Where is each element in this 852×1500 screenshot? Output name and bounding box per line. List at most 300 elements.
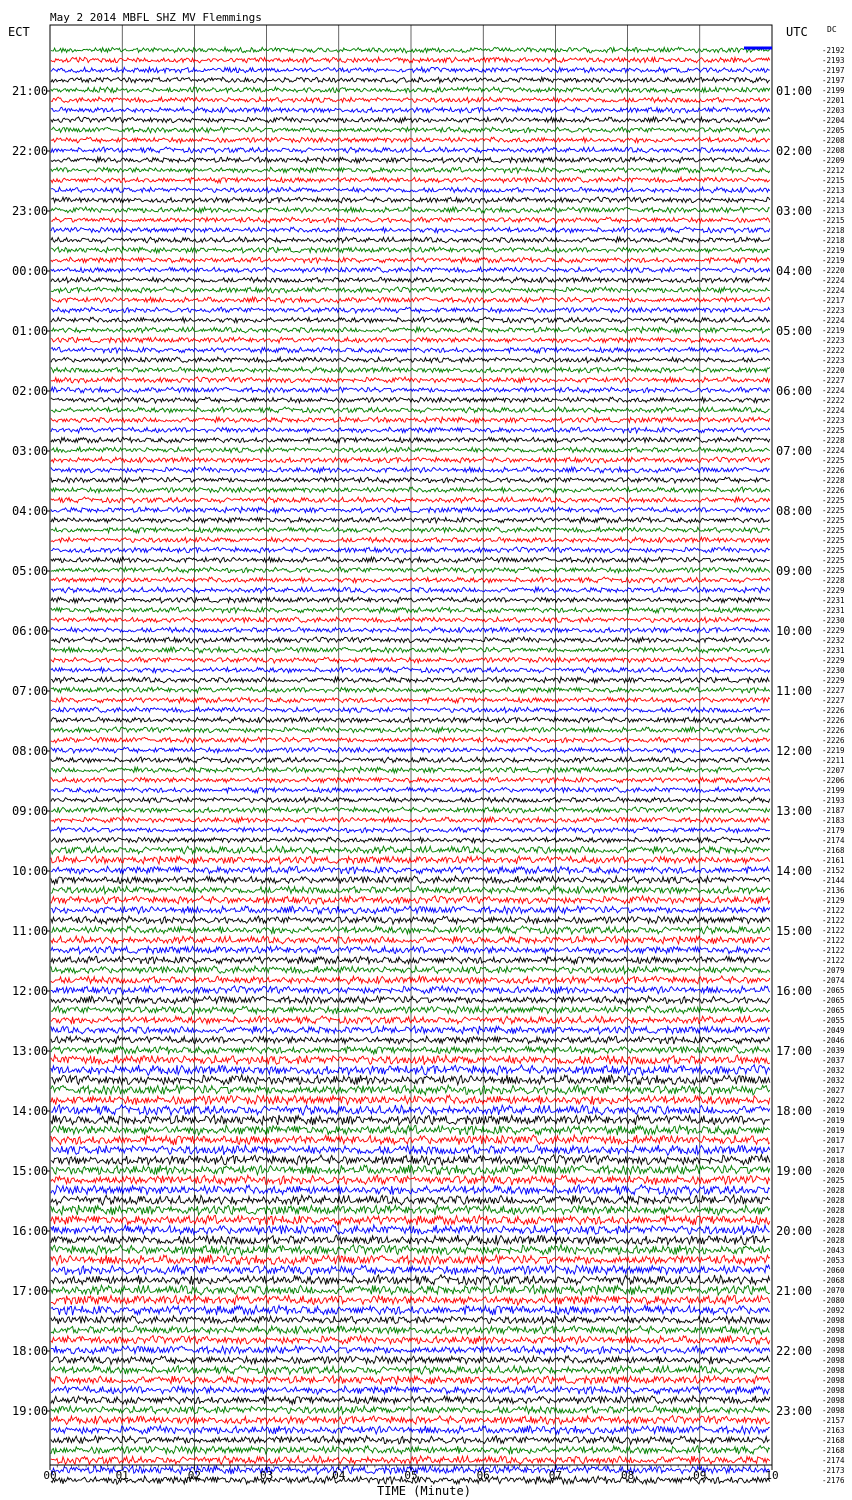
trace-row xyxy=(51,1456,770,1465)
trace-row xyxy=(51,1245,770,1255)
trace-row xyxy=(51,337,770,343)
dc-value: -2192 xyxy=(822,46,845,55)
x-tick-label: 01 xyxy=(115,1469,129,1482)
left-hour-label: 11:00 xyxy=(12,924,49,938)
dc-value: -2225 xyxy=(822,456,845,465)
trace-row xyxy=(51,247,770,253)
trace-row xyxy=(51,1105,770,1115)
trace-row xyxy=(51,976,770,984)
dc-value: -2098 xyxy=(822,1386,845,1395)
left-hour-label: 02:00 xyxy=(12,384,49,398)
trace-row xyxy=(51,1436,770,1445)
trace-row xyxy=(51,687,770,693)
trace-row xyxy=(51,237,770,243)
x-tick-label: 09 xyxy=(693,1469,707,1482)
dc-value: -2212 xyxy=(822,166,845,175)
dc-value: -2168 xyxy=(822,1436,845,1445)
trace-row xyxy=(51,817,770,823)
trace-row xyxy=(51,517,770,523)
left-hour-label: 04:00 xyxy=(12,504,49,518)
trace-row xyxy=(51,87,770,93)
trace-row xyxy=(51,1016,770,1024)
trace-row xyxy=(51,986,770,994)
seismic-traces xyxy=(51,47,772,1484)
dc-value: -2228 xyxy=(822,576,845,585)
trace-row xyxy=(51,1175,770,1185)
dc-value: -2098 xyxy=(822,1406,845,1415)
trace-row xyxy=(51,767,770,773)
trace-row xyxy=(51,807,770,813)
right-hour-label: 04:00 xyxy=(776,264,813,278)
trace-row xyxy=(51,1396,770,1405)
trace-row xyxy=(51,467,770,473)
dc-value: -2223 xyxy=(822,356,845,365)
dc-value: -2168 xyxy=(822,1446,845,1455)
dc-value: -2218 xyxy=(822,236,845,245)
trace-row xyxy=(51,1326,770,1335)
trace-row xyxy=(51,47,770,53)
trace-row xyxy=(51,1085,770,1095)
dc-value: -2224 xyxy=(822,276,845,285)
trace-row xyxy=(51,1265,770,1275)
dc-value: -2098 xyxy=(822,1356,845,1365)
left-time-axis xyxy=(12,84,50,1418)
trace-row xyxy=(51,647,770,653)
dc-value: -2193 xyxy=(822,796,845,805)
dc-value: -2231 xyxy=(822,606,845,615)
dc-value: -2226 xyxy=(822,736,845,745)
trace-row xyxy=(51,1316,770,1324)
dc-value: -2019 xyxy=(822,1126,845,1135)
trace-row xyxy=(51,427,770,433)
left-hour-label: 23:00 xyxy=(12,204,49,218)
dc-value: -2187 xyxy=(822,806,845,815)
trace-row xyxy=(51,637,770,643)
dc-value: -2144 xyxy=(822,876,845,885)
x-tick-label: 08 xyxy=(620,1469,635,1482)
trace-row xyxy=(51,1416,770,1425)
trace-row xyxy=(51,1336,770,1345)
dc-value: -2204 xyxy=(822,116,845,125)
trace-row xyxy=(51,747,770,753)
dc-value: -2136 xyxy=(822,886,845,895)
trace-row xyxy=(51,737,770,743)
trace-row xyxy=(51,936,770,944)
left-hour-label: 12:00 xyxy=(12,984,49,998)
dc-column-label: DC xyxy=(827,25,837,34)
dc-value: -2222 xyxy=(822,396,845,405)
right-hour-label: 23:00 xyxy=(776,1404,813,1418)
left-hour-label: 19:00 xyxy=(12,1404,49,1418)
right-hour-label: 17:00 xyxy=(776,1044,813,1058)
dc-value: -2028 xyxy=(822,1186,845,1195)
dc-value: -2025 xyxy=(822,1176,845,1185)
trace-row xyxy=(51,417,770,423)
dc-value: -2183 xyxy=(822,816,845,825)
trace-row xyxy=(51,1225,770,1235)
trace-row xyxy=(51,837,770,843)
dc-value: -2225 xyxy=(822,546,845,555)
trace-row xyxy=(51,657,770,663)
trace-row xyxy=(51,117,770,123)
right-hour-label: 10:00 xyxy=(776,624,813,638)
trace-row xyxy=(51,677,770,683)
trace-row xyxy=(51,137,770,143)
left-hour-label: 05:00 xyxy=(12,564,49,578)
trace-row xyxy=(51,157,770,163)
trace-row xyxy=(51,996,770,1004)
trace-row xyxy=(51,906,770,914)
dc-value: -2223 xyxy=(822,336,845,345)
dc-value: -2225 xyxy=(822,566,845,575)
right-hour-label: 22:00 xyxy=(776,1344,813,1358)
trace-row xyxy=(51,377,770,383)
x-tick-label: 06 xyxy=(476,1469,490,1482)
trace-row xyxy=(51,727,770,733)
dc-value: -2157 xyxy=(822,1416,845,1425)
dc-value: -2224 xyxy=(822,386,845,395)
dc-value: -2168 xyxy=(822,846,845,855)
trace-row xyxy=(51,1305,770,1315)
trace-row xyxy=(51,856,770,864)
dc-value: -2206 xyxy=(822,776,845,785)
trace-row xyxy=(51,1155,770,1165)
right-hour-label: 19:00 xyxy=(776,1164,813,1178)
dc-value: -2199 xyxy=(822,86,845,95)
dc-value: -2225 xyxy=(822,536,845,545)
trace-row xyxy=(51,1356,770,1365)
trace-row xyxy=(51,567,770,573)
dc-value: -2092 xyxy=(822,1306,845,1315)
dc-value: -2197 xyxy=(822,76,845,85)
trace-row xyxy=(51,1215,770,1225)
trace-row xyxy=(51,866,770,874)
trace-row xyxy=(51,537,770,543)
dc-value: -2222 xyxy=(822,346,845,355)
trace-row xyxy=(51,497,770,503)
left-hour-label: 18:00 xyxy=(12,1344,49,1358)
dc-value: -2226 xyxy=(822,486,845,495)
left-hour-label: 15:00 xyxy=(12,1164,49,1178)
trace-row xyxy=(51,187,770,193)
dc-value: -2232 xyxy=(822,636,845,645)
dc-value: -2199 xyxy=(822,786,845,795)
trace-row xyxy=(51,507,770,513)
dc-value: -2098 xyxy=(822,1346,845,1355)
dc-value: -2020 xyxy=(822,1166,845,1175)
dc-value: -2028 xyxy=(822,1196,845,1205)
trace-row xyxy=(51,926,770,934)
dc-value: -2225 xyxy=(822,526,845,535)
left-hour-label: 13:00 xyxy=(12,1044,49,1058)
dc-value: -2231 xyxy=(822,596,845,605)
dc-value: -2205 xyxy=(822,126,845,135)
trace-row xyxy=(51,617,770,623)
dc-value: -2065 xyxy=(822,996,845,1005)
right-hour-label: 13:00 xyxy=(776,804,813,818)
dc-value: -2197 xyxy=(822,66,845,75)
trace-row xyxy=(51,307,770,313)
trace-row xyxy=(51,297,770,303)
trace-row xyxy=(51,1125,770,1135)
dc-value: -2122 xyxy=(822,936,845,945)
dc-value: -2046 xyxy=(822,1036,845,1045)
dc-value: -2227 xyxy=(822,686,845,695)
trace-row xyxy=(51,587,770,593)
dc-value: -2227 xyxy=(822,696,845,705)
trace-row xyxy=(51,457,770,463)
trace-row xyxy=(51,876,770,884)
trace-row xyxy=(51,1165,770,1175)
dc-value: -2220 xyxy=(822,266,845,275)
trace-row xyxy=(51,1285,770,1295)
trace-row xyxy=(51,717,770,723)
dc-value: -2098 xyxy=(822,1376,845,1385)
dc-value: -2215 xyxy=(822,216,845,225)
dc-value: -2229 xyxy=(822,676,845,685)
trace-row xyxy=(51,127,770,133)
dc-value: -2174 xyxy=(822,1456,845,1465)
dc-value: -2226 xyxy=(822,726,845,735)
right-hour-label: 09:00 xyxy=(776,564,813,578)
left-hour-label: 10:00 xyxy=(12,864,49,878)
trace-row xyxy=(51,1235,770,1245)
left-hour-label: 08:00 xyxy=(12,744,49,758)
dc-value: -2022 xyxy=(822,1096,845,1105)
dc-value: -2018 xyxy=(822,1156,845,1165)
trace-row xyxy=(51,577,770,583)
right-hour-label: 02:00 xyxy=(776,144,813,158)
x-tick-label: 00 xyxy=(43,1469,57,1482)
trace-row xyxy=(51,287,770,293)
trace-row xyxy=(51,1135,770,1145)
x-tick-label: 10 xyxy=(765,1469,779,1482)
right-hour-label: 07:00 xyxy=(776,444,813,458)
right-hour-label: 14:00 xyxy=(776,864,813,878)
dc-value: -2055 xyxy=(822,1016,845,1025)
trace-row xyxy=(51,477,770,483)
dc-value: -2043 xyxy=(822,1246,845,1255)
trace-row xyxy=(51,1205,770,1215)
trace-row xyxy=(51,557,770,563)
trace-row xyxy=(51,956,770,964)
dc-value: -2231 xyxy=(822,646,845,655)
dc-value: -2017 xyxy=(822,1136,845,1145)
trace-row xyxy=(51,367,770,373)
dc-value: -2225 xyxy=(822,426,845,435)
trace-row xyxy=(51,277,770,283)
trace-row xyxy=(51,437,770,443)
right-hour-label: 16:00 xyxy=(776,984,813,998)
trace-row xyxy=(51,777,770,783)
x-tick-label: 02 xyxy=(187,1469,202,1482)
dc-value: -2224 xyxy=(822,446,845,455)
dc-value: -2211 xyxy=(822,756,845,765)
dc-value: -2028 xyxy=(822,1226,845,1235)
trace-row xyxy=(51,387,770,393)
left-hour-label: 03:00 xyxy=(12,444,49,458)
left-hour-label: 09:00 xyxy=(12,804,49,818)
left-hour-label: 17:00 xyxy=(12,1284,49,1298)
trace-row xyxy=(51,827,770,833)
dc-value: -2098 xyxy=(822,1326,845,1335)
trace-row xyxy=(51,527,770,533)
dc-value: -2074 xyxy=(822,976,845,985)
trace-row xyxy=(51,757,770,763)
trace-row xyxy=(51,1446,770,1455)
dc-value: -2209 xyxy=(822,156,845,165)
trace-row xyxy=(51,397,770,403)
trace-row xyxy=(51,1195,770,1205)
trace-row xyxy=(51,167,770,173)
right-hour-label: 01:00 xyxy=(776,84,813,98)
dc-value: -2068 xyxy=(822,1276,845,1285)
trace-row xyxy=(51,1095,770,1105)
trace-row xyxy=(51,407,770,413)
trace-row xyxy=(51,147,770,153)
dc-value: -2028 xyxy=(822,1216,845,1225)
trace-row xyxy=(51,1255,770,1265)
trace-row xyxy=(51,1075,770,1085)
right-hour-label: 11:00 xyxy=(776,684,813,698)
dc-value: -2173 xyxy=(822,1466,845,1475)
dc-value: -2163 xyxy=(822,1426,845,1435)
trace-row xyxy=(51,1366,770,1375)
trace-row xyxy=(51,787,770,793)
right-hour-label: 18:00 xyxy=(776,1104,813,1118)
left-hour-label: 14:00 xyxy=(12,1104,49,1118)
trace-row xyxy=(51,197,770,203)
dc-value: -2019 xyxy=(822,1116,845,1125)
right-hour-label: 12:00 xyxy=(776,744,813,758)
dc-value: -2065 xyxy=(822,1006,845,1015)
dc-value: -2223 xyxy=(822,306,845,315)
dc-value: -2129 xyxy=(822,896,845,905)
dc-value: -2213 xyxy=(822,206,845,215)
trace-row xyxy=(51,1065,770,1076)
dc-value: -2214 xyxy=(822,196,845,205)
trace-row xyxy=(51,317,770,323)
trace-row xyxy=(51,896,770,904)
dc-value: -2225 xyxy=(822,506,845,515)
left-hour-label: 00:00 xyxy=(12,264,49,278)
dc-value: -2201 xyxy=(822,96,845,105)
dc-value: -2176 xyxy=(822,1476,845,1485)
trace-row xyxy=(51,946,770,954)
dc-value: -2215 xyxy=(822,176,845,185)
dc-value: -2098 xyxy=(822,1396,845,1405)
chart-title: May 2 2014 MBFL SHZ MV Flemmings xyxy=(50,11,262,24)
dc-value: -2017 xyxy=(822,1146,845,1155)
dc-value: -2225 xyxy=(822,516,845,525)
dc-value: -2219 xyxy=(822,246,845,255)
left-timezone-label: ECT xyxy=(8,25,30,39)
dc-value: -2122 xyxy=(822,926,845,935)
trace-row xyxy=(51,357,770,363)
trace-row xyxy=(51,1386,770,1394)
trace-row xyxy=(51,886,770,894)
trace-row xyxy=(51,177,770,183)
trace-row xyxy=(51,227,770,233)
dc-value: -2032 xyxy=(822,1076,845,1085)
dc-value: -2152 xyxy=(822,866,845,875)
x-tick-label: 05 xyxy=(404,1469,418,1482)
dc-value: -2227 xyxy=(822,376,845,385)
dc-value: -2225 xyxy=(822,556,845,565)
dc-value: -2220 xyxy=(822,366,845,375)
dc-value: -2032 xyxy=(822,1066,845,1075)
dc-value: -2019 xyxy=(822,1106,845,1115)
right-hour-label: 15:00 xyxy=(776,924,813,938)
trace-row xyxy=(51,1185,770,1195)
trace-row xyxy=(51,1115,770,1125)
trace-row xyxy=(51,107,770,113)
trace-row xyxy=(51,1346,770,1354)
trace-row xyxy=(51,1295,770,1305)
x-tick-label: 07 xyxy=(548,1469,563,1482)
trace-row xyxy=(51,347,770,353)
dc-value: -2223 xyxy=(822,416,845,425)
dc-value: -2027 xyxy=(822,1086,845,1095)
trace-row xyxy=(51,1026,770,1034)
dc-value: -2230 xyxy=(822,616,845,625)
trace-row xyxy=(51,1046,770,1054)
dc-value: -2060 xyxy=(822,1266,845,1275)
dc-value: -2039 xyxy=(822,1046,845,1055)
trace-row xyxy=(51,667,770,673)
trace-row xyxy=(51,607,770,613)
trace-row xyxy=(51,97,770,103)
dc-value: -2098 xyxy=(822,1316,845,1325)
dc-value: -2037 xyxy=(822,1056,845,1065)
trace-row xyxy=(51,597,770,603)
right-hour-label: 05:00 xyxy=(776,324,813,338)
dc-value: -2229 xyxy=(822,656,845,665)
trace-row xyxy=(51,797,770,803)
trace-row xyxy=(51,1006,770,1014)
dc-value: -2217 xyxy=(822,296,845,305)
trace-row xyxy=(51,966,770,974)
dc-value: -2193 xyxy=(822,56,845,65)
trace-row xyxy=(51,207,770,213)
right-timezone-label: UTC xyxy=(786,25,808,39)
dc-value: -2122 xyxy=(822,906,845,915)
trace-row xyxy=(51,1426,770,1435)
dc-value: -2203 xyxy=(822,106,845,115)
dc-value: -2226 xyxy=(822,716,845,725)
dc-value: -2213 xyxy=(822,186,845,195)
dc-value: -2228 xyxy=(822,476,845,485)
dc-value: -2079 xyxy=(822,966,845,975)
dc-value-column xyxy=(822,46,845,1485)
dc-value: -2224 xyxy=(822,286,845,295)
dc-value: -2122 xyxy=(822,916,845,925)
dc-value: -2225 xyxy=(822,496,845,505)
dc-value: -2174 xyxy=(822,836,845,845)
trace-row xyxy=(51,1036,770,1044)
dc-value: -2122 xyxy=(822,946,845,955)
dc-value: -2218 xyxy=(822,226,845,235)
trace-row xyxy=(51,707,770,713)
trace-row xyxy=(51,916,770,924)
dc-value: -2161 xyxy=(822,856,845,865)
right-hour-label: 20:00 xyxy=(776,1224,813,1238)
dc-value: -2207 xyxy=(822,766,845,775)
dc-value: -2219 xyxy=(822,746,845,755)
trace-row xyxy=(51,1055,770,1065)
dc-value: -2053 xyxy=(822,1256,845,1265)
dc-value: -2226 xyxy=(822,706,845,715)
